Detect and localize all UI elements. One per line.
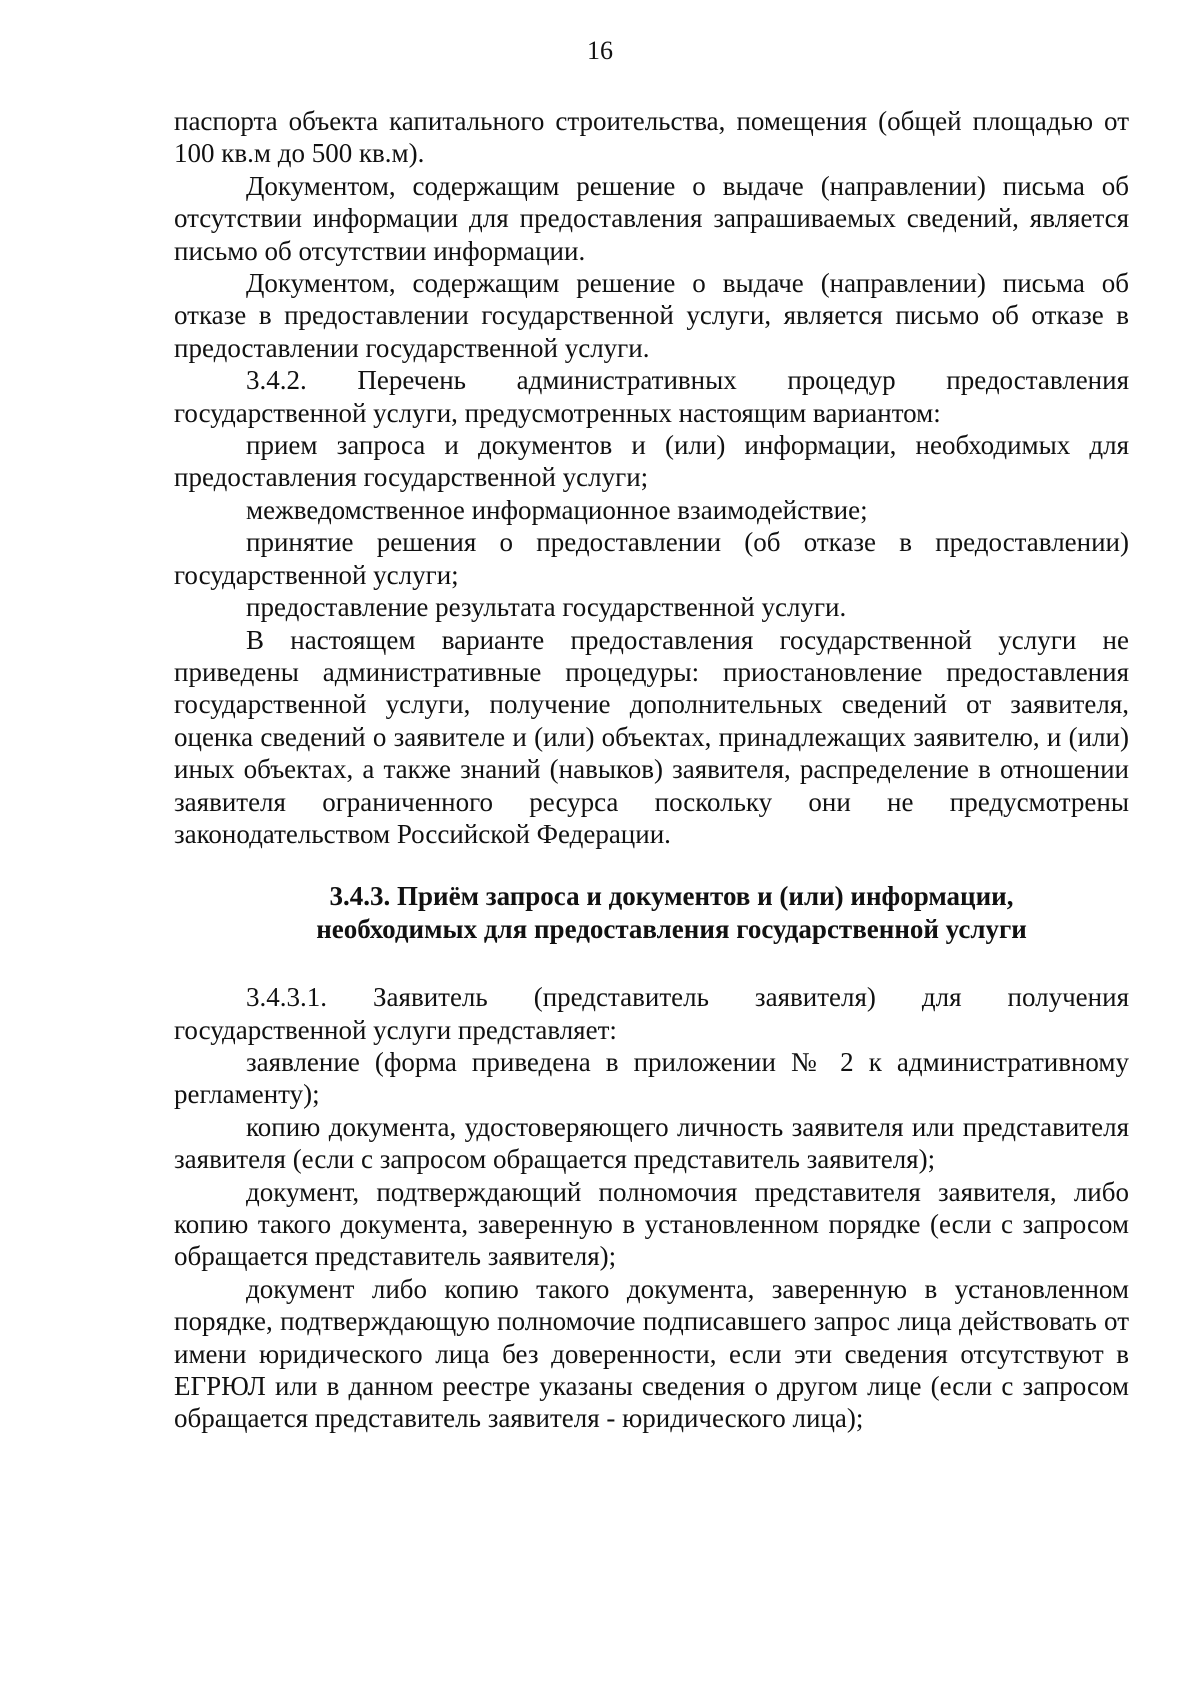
- list-item-authority-document: документ, подтверждающий полномочия представителя заявителя, либо копию такого документа, заверенную в установленном порядке (если с запросом обращается представитель заявителя);: [174, 1176, 1129, 1272]
- list-item-request-reception: прием запроса и документов и (или) информации, необходимых для предоставления государственной услуги;: [174, 430, 1129, 493]
- list-item-application: заявление (форма приведена в приложении № 2 к административному регламенту);: [174, 1046, 1129, 1110]
- paragraph-3-4-2: 3.4.2. Перечень административных процедур предоставления государственной услуги, предусмотренных настоящим вариантом:: [174, 365, 1129, 428]
- document-body: [174, 105, 1129, 1435]
- paragraph-not-provided-procedures: В настоящем варианте предоставления государственной услуги не приведены административные процедуры: приостановление предоставления государственной услуги, получение дополнительных сведений от заявителя, оценка сведений о заявителе и (или) объектах, принадлежащих заявителю, и (или) иных объектах, а также знаний (навыков) заявителя, распределение в отношении заявителя ограниченного ресурса поскольку они не предусмотрены законодательством Российской Федерации.: [174, 624, 1129, 849]
- list-item-decision: принятие решения о предоставлении (об отказе в предоставлении) государственной услуги;: [174, 527, 1129, 590]
- section-heading-line-1: 3.4.3. Приём запроса и документов и (или) информации,: [329, 881, 1014, 912]
- list-item-interagency: межведомственное информационное взаимодействие;: [246, 494, 868, 525]
- list-item-legal-entity-authority: документ либо копию такого документа, заверенную в установленном порядке, подтверждающую полномочие подписавшего запрос лица действовать от имени юридического лица без доверенности, если эти сведения отсутствуют в ЕГРЮЛ или в данном реестре указаны сведения о другом лице (если с запросом обращается представитель заявителя - юридического лица);: [174, 1273, 1129, 1434]
- section-heading-3-4-3: [174, 880, 1129, 945]
- page-number: 16: [587, 36, 613, 65]
- list-item-identity-copy: копию документа, удостоверяющего личность заявителя или представителя заявителя (если с запросом обращается представитель заявителя);: [174, 1111, 1129, 1175]
- paragraph-continuation: паспорта объекта капитального строительства, помещения (общей площадью от 100 кв.м до 500 кв.м).: [174, 106, 1129, 169]
- list-item-result: предоставление результата государственной услуги.: [246, 592, 847, 623]
- paragraph-3-4-3-1: 3.4.3.1. Заявитель (представитель заявителя) для получения государственной услуги представляет:: [174, 982, 1129, 1045]
- section-heading-line-2: необходимых для предоставления государственной услуги: [316, 913, 1027, 944]
- paragraph-refusal-letter: Документом, содержащим решение о выдаче (направлении) письма об отказе в предоставлении государственной услуги, является письмо об отказе в предоставлении государственной услуги.: [174, 268, 1129, 363]
- paragraph-no-info-letter: Документом, содержащим решение о выдаче (направлении) письма об отсутствии информации для предоставления запрашиваемых сведений, является письмо об отсутствии информации.: [174, 170, 1129, 266]
